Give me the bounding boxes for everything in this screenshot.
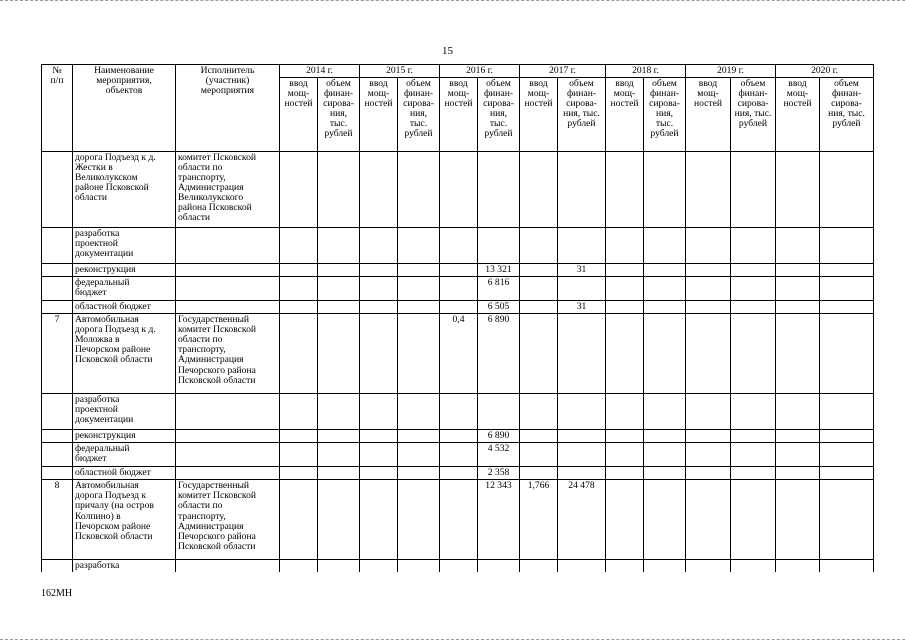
capacity-cell [686,443,731,467]
header-year: 2019 г. [686,65,776,78]
finance-cell [478,560,520,573]
finance-cell [820,430,874,443]
table-row [42,467,874,480]
finance-cell [558,394,606,430]
capacity-cell [606,443,644,467]
capacity-cell [686,152,731,228]
capacity-cell [360,480,398,560]
row-executor-cell [176,301,280,314]
finance-cell [820,228,874,264]
finance-cell [644,277,686,301]
table-row [42,480,874,560]
row-executor-cell: Государственный комитет Псковской области по транспорту, Администрация Печорского района Псковской области [176,314,280,394]
capacity-cell [360,430,398,443]
finance-cell [398,394,440,430]
row-number-cell [42,394,73,430]
capacity-cell [686,467,731,480]
finance-cell [731,443,776,467]
finance-cell [318,277,360,301]
capacity-cell [280,277,318,301]
finance-cell [731,394,776,430]
finance-cell [398,467,440,480]
capacity-cell [520,467,558,480]
header-capacity: ввод мощ- ностей [520,78,558,152]
finance-cell [820,152,874,228]
row-executor-cell [176,277,280,301]
row-number-cell [42,264,73,277]
header-finance: объем финан- сирова- ния, тыс. рублей [820,78,874,152]
finance-cell [644,480,686,560]
finance-cell [398,430,440,443]
capacity-cell [606,301,644,314]
finance-cell [558,560,606,573]
capacity-cell [440,152,478,228]
finance-cell [820,314,874,394]
finance-cell [731,560,776,573]
table-row [42,430,874,443]
finance-cell [318,480,360,560]
capacity-cell [520,560,558,573]
finance-cell [731,480,776,560]
table-row [42,560,874,573]
capacity-cell [440,277,478,301]
capacity-cell [776,152,820,228]
row-executor-cell: Государственный комитет Псковской области по транспорту, Администрация Печорского района Псковской области [176,480,280,560]
header-year: 2017 г. [520,65,606,78]
capacity-cell [686,228,731,264]
finance-cell [558,228,606,264]
capacity-cell [520,264,558,277]
header-year: 2016 г. [440,65,520,78]
program-table [41,64,874,572]
table-row [42,264,874,277]
header-executor: Исполнитель (участник) мероприятия [176,65,280,152]
capacity-cell [280,467,318,480]
finance-cell: 2 358 [478,467,520,480]
scan-edge-bottom [0,635,905,640]
capacity-cell [360,301,398,314]
capacity-cell [520,443,558,467]
table-row [42,314,874,394]
capacity-cell [606,394,644,430]
capacity-cell [440,443,478,467]
finance-cell [318,152,360,228]
capacity-cell [280,560,318,573]
capacity-cell [360,277,398,301]
capacity-cell [280,480,318,560]
row-number-cell [42,277,73,301]
capacity-cell [360,467,398,480]
finance-cell [318,443,360,467]
capacity-cell [520,314,558,394]
header-finance: объем финан- сирова- ния, тыс. рублей [318,78,360,152]
finance-cell [644,394,686,430]
capacity-cell [686,277,731,301]
finance-cell [644,228,686,264]
row-number-cell [42,301,73,314]
capacity-cell: 1,766 [520,480,558,560]
header-capacity: ввод мощ- ностей [776,78,820,152]
row-executor-cell [176,560,280,573]
finance-cell: 31 [558,264,606,277]
capacity-cell [440,264,478,277]
header-finance: объем финан- сирова- ния, тыс. рублей [644,78,686,152]
finance-cell [558,467,606,480]
capacity-cell [360,560,398,573]
header-finance: объем финан- сирова- ния, тыс. рублей [731,78,776,152]
finance-cell [820,301,874,314]
finance-cell [644,264,686,277]
row-executor-cell [176,264,280,277]
finance-cell [398,264,440,277]
capacity-cell [280,264,318,277]
header-year: 2015 г. [360,65,440,78]
capacity-cell [606,277,644,301]
finance-cell [644,301,686,314]
row-executor-cell [176,430,280,443]
finance-cell [731,152,776,228]
row-name-cell: областной бюджет [73,301,176,314]
capacity-cell [280,152,318,228]
capacity-cell [606,152,644,228]
finance-cell [644,443,686,467]
row-number-cell [42,430,73,443]
capacity-cell [606,228,644,264]
footer-code: 162МН [41,588,73,599]
finance-cell [731,277,776,301]
capacity-cell [776,480,820,560]
capacity-cell [520,228,558,264]
capacity-cell [606,560,644,573]
row-executor-cell [176,467,280,480]
finance-cell: 6 890 [478,430,520,443]
scan-edge-top [0,0,905,4]
finance-cell [820,467,874,480]
capacity-cell [686,301,731,314]
header-name: Наименование мероприятия, объектов [73,65,176,152]
finance-cell [731,430,776,443]
finance-cell [644,430,686,443]
finance-cell [398,228,440,264]
header-capacity: ввод мощ- ностей [606,78,644,152]
finance-cell [398,314,440,394]
capacity-cell [280,314,318,394]
header-year: 2018 г. [606,65,686,78]
row-name-cell: федеральный бюджет [73,443,176,467]
finance-cell [558,277,606,301]
finance-cell [731,467,776,480]
capacity-cell [686,480,731,560]
finance-cell [398,277,440,301]
table-row [42,152,874,228]
finance-cell [820,264,874,277]
capacity-cell [440,228,478,264]
capacity-cell [776,560,820,573]
finance-cell [318,301,360,314]
finance-cell [398,152,440,228]
capacity-cell [440,480,478,560]
capacity-cell [606,264,644,277]
row-number-cell [42,467,73,480]
capacity-cell [776,277,820,301]
capacity-cell [606,430,644,443]
capacity-cell [520,394,558,430]
capacity-cell [520,277,558,301]
finance-cell [558,314,606,394]
finance-cell [731,264,776,277]
finance-cell [644,152,686,228]
capacity-cell [686,430,731,443]
row-executor-cell: комитет Псковской области по транспорту, Администрация Великолукского района Псковской области [176,152,280,228]
capacity-cell [280,430,318,443]
capacity-cell [686,560,731,573]
finance-cell [558,430,606,443]
row-executor-cell [176,443,280,467]
finance-cell [820,277,874,301]
finance-cell [644,560,686,573]
header-year: 2014 г. [280,65,360,78]
finance-cell [478,152,520,228]
capacity-cell [280,394,318,430]
finance-cell [731,301,776,314]
row-number-cell [42,443,73,467]
finance-cell [644,314,686,394]
row-number-cell [42,228,73,264]
header-finance: объем финан- сирова- ния, тыс. рублей [558,78,606,152]
row-name-cell: дорога Подъезд к д. Жестки в Великолукском районе Псковской области [73,152,176,228]
capacity-cell [776,264,820,277]
page-number: 15 [442,45,453,57]
row-name-cell: разработка проектной документации [73,394,176,430]
header-capacity: ввод мощ- ностей [360,78,398,152]
capacity-cell [606,314,644,394]
header-capacity: ввод мощ- ностей [440,78,478,152]
capacity-cell [360,264,398,277]
capacity-cell [686,394,731,430]
capacity-cell [686,314,731,394]
row-name-cell: Автомобильная дорога Подъезд к д. Моложва в Печорском районе Псковской области [73,314,176,394]
capacity-cell [520,152,558,228]
finance-cell: 6 505 [478,301,520,314]
header-capacity: ввод мощ- ностей [280,78,318,152]
capacity-cell [606,467,644,480]
capacity-cell [360,314,398,394]
header-row-years [42,65,874,78]
row-name-cell: разработка [73,560,176,573]
header-num: № п/п [42,65,73,152]
finance-cell [478,394,520,430]
finance-cell [820,394,874,430]
row-name-cell: реконструкция [73,264,176,277]
capacity-cell [440,467,478,480]
capacity-cell [776,301,820,314]
capacity-cell [360,152,398,228]
finance-cell [820,560,874,573]
finance-cell: 4 532 [478,443,520,467]
capacity-cell [360,394,398,430]
finance-cell [318,394,360,430]
row-name-cell: Автомобильная дорога Подъезд к причалу (на остров Колпино) в Печорском районе Псковской области [73,480,176,560]
capacity-cell [360,443,398,467]
row-number-cell [42,560,73,573]
row-name-cell: разработка проектной документации [73,228,176,264]
capacity-cell [606,480,644,560]
capacity-cell: 0,4 [440,314,478,394]
row-executor-cell [176,394,280,430]
finance-cell [820,443,874,467]
table-row [42,277,874,301]
capacity-cell [280,443,318,467]
row-name-cell: областной бюджет [73,467,176,480]
capacity-cell [440,430,478,443]
capacity-cell [776,228,820,264]
finance-cell: 6 816 [478,277,520,301]
row-number-cell: 8 [42,480,73,560]
finance-cell [398,443,440,467]
finance-cell [731,228,776,264]
finance-cell [644,467,686,480]
header-finance: объем финан- сирова- ния, тыс. рублей [478,78,520,152]
finance-cell [318,264,360,277]
table-body [42,152,874,573]
capacity-cell [686,264,731,277]
finance-cell [398,480,440,560]
finance-cell [318,314,360,394]
finance-cell [318,228,360,264]
row-name-cell: федеральный бюджет [73,277,176,301]
table-row [42,228,874,264]
capacity-cell [280,228,318,264]
finance-cell [558,443,606,467]
header-year: 2020 г. [776,65,874,78]
table-row [42,301,874,314]
finance-cell: 24 478 [558,480,606,560]
finance-cell: 31 [558,301,606,314]
row-number-cell [42,152,73,228]
capacity-cell [360,228,398,264]
capacity-cell [440,394,478,430]
finance-cell [318,560,360,573]
finance-cell [558,152,606,228]
capacity-cell [280,301,318,314]
capacity-cell [776,314,820,394]
finance-cell [478,228,520,264]
finance-cell [318,467,360,480]
table-row [42,443,874,467]
finance-cell: 12 343 [478,480,520,560]
header-finance: объем финан- сирова- ния, тыс. рублей [398,78,440,152]
row-executor-cell [176,228,280,264]
finance-cell [398,560,440,573]
finance-cell: 6 890 [478,314,520,394]
finance-cell [731,314,776,394]
finance-cell [820,480,874,560]
finance-cell [318,430,360,443]
capacity-cell [776,430,820,443]
capacity-cell [440,301,478,314]
capacity-cell [776,443,820,467]
capacity-cell [520,430,558,443]
finance-cell: 13 321 [478,264,520,277]
table-row [42,394,874,430]
row-name-cell: реконструкция [73,430,176,443]
capacity-cell [776,467,820,480]
capacity-cell [776,394,820,430]
capacity-cell [520,301,558,314]
row-number-cell: 7 [42,314,73,394]
capacity-cell [440,560,478,573]
header-capacity: ввод мощ- ностей [686,78,731,152]
finance-cell [398,301,440,314]
